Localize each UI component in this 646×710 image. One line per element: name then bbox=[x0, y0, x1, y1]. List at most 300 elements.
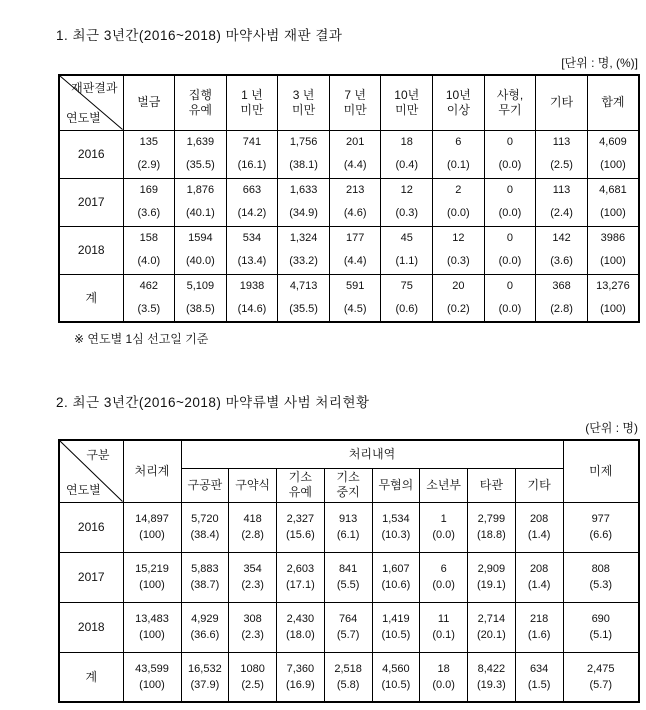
cell-value: 11 bbox=[437, 613, 450, 625]
cell-value: 2,799 bbox=[477, 513, 506, 525]
cell-percent: (0.0) bbox=[498, 255, 522, 267]
data-cell bbox=[381, 130, 433, 178]
cell-value: 4,929 bbox=[191, 613, 219, 625]
table-row bbox=[59, 652, 639, 702]
cell-percent: (1.4) bbox=[527, 529, 551, 541]
cell-value: 135 bbox=[139, 136, 158, 148]
cell-value: 20 bbox=[452, 279, 465, 292]
column-header-total: 처리계 bbox=[123, 440, 181, 502]
cell-percent: (3.5) bbox=[137, 302, 161, 315]
data-cell bbox=[123, 652, 181, 702]
cell-value: 2,430 bbox=[286, 613, 315, 625]
data-cell bbox=[515, 552, 563, 602]
column-header bbox=[181, 468, 229, 502]
cell-percent: (100) bbox=[600, 302, 626, 315]
data-cell bbox=[587, 226, 639, 274]
cell-percent: (100) bbox=[600, 207, 626, 219]
cell-percent: (0.6) bbox=[395, 302, 419, 315]
cell-percent: (100) bbox=[600, 255, 626, 267]
cell-percent: (36.6) bbox=[190, 629, 220, 641]
cell-percent: (40.0) bbox=[186, 255, 215, 267]
cell-percent: (4.6) bbox=[343, 207, 367, 219]
row-label: 계 bbox=[59, 652, 123, 702]
data-cell bbox=[329, 274, 381, 322]
cell-value: 4,609 bbox=[599, 136, 627, 148]
cell-value: 113 bbox=[552, 184, 571, 196]
column-group-header: 처리내역 bbox=[181, 440, 563, 468]
data-cell bbox=[536, 130, 588, 178]
column-header-line: 유예 bbox=[188, 102, 212, 117]
data-cell bbox=[181, 652, 229, 702]
cell-percent: (4.5) bbox=[343, 302, 367, 315]
cell-value: 764 bbox=[338, 613, 358, 625]
t2-corner-cell bbox=[59, 440, 123, 502]
corner-label-top: 구분 bbox=[86, 448, 110, 462]
cell-value: 591 bbox=[345, 279, 365, 292]
cell-percent: (13.4) bbox=[237, 255, 267, 267]
data-cell bbox=[277, 652, 325, 702]
cell-value: 4,681 bbox=[599, 184, 627, 196]
cell-value: 2,475 bbox=[586, 662, 615, 675]
column-header bbox=[226, 75, 278, 130]
cell-value: 663 bbox=[242, 184, 262, 196]
cell-value: 418 bbox=[243, 513, 262, 525]
data-cell bbox=[563, 652, 639, 702]
section1-unit-label: [단위 : 명, (%)] bbox=[561, 56, 638, 70]
data-cell bbox=[381, 178, 433, 226]
data-cell bbox=[468, 552, 516, 602]
cell-percent: (100) bbox=[139, 629, 165, 641]
data-cell bbox=[329, 226, 381, 274]
cell-percent: (18.0) bbox=[286, 629, 315, 641]
column-header bbox=[329, 75, 381, 130]
cell-value: 5,720 bbox=[191, 513, 219, 525]
data-cell bbox=[324, 602, 372, 652]
column-header-line: 구약식 bbox=[235, 477, 271, 492]
cell-value: 1,607 bbox=[382, 563, 410, 575]
cell-percent: (6.1) bbox=[336, 529, 360, 541]
data-cell bbox=[372, 502, 420, 552]
column-header bbox=[515, 468, 563, 502]
data-cell bbox=[181, 502, 229, 552]
data-cell bbox=[278, 226, 330, 274]
data-cell bbox=[563, 602, 639, 652]
cell-percent: (35.5) bbox=[289, 302, 318, 315]
data-cell bbox=[563, 502, 639, 552]
cell-percent: (0.0) bbox=[498, 207, 522, 219]
cell-value: 15,219 bbox=[135, 563, 169, 575]
data-cell bbox=[226, 178, 278, 226]
column-header-line: 기타 bbox=[549, 95, 574, 110]
cell-percent: (0.0) bbox=[498, 302, 522, 315]
column-header bbox=[175, 75, 227, 130]
data-cell bbox=[278, 274, 330, 322]
cell-percent: (2.9) bbox=[137, 159, 161, 171]
cell-value: 1,639 bbox=[186, 136, 215, 148]
cell-value: 690 bbox=[591, 613, 610, 625]
data-cell bbox=[484, 130, 536, 178]
column-header-line: 사형, bbox=[496, 87, 524, 102]
column-header-line: 기타 bbox=[527, 477, 551, 492]
cell-value: 208 bbox=[529, 563, 549, 575]
data-cell bbox=[226, 130, 278, 178]
cell-value: 0 bbox=[506, 232, 514, 244]
cell-percent: (0.0) bbox=[432, 529, 455, 541]
data-cell bbox=[433, 178, 485, 226]
cell-value: 13,483 bbox=[135, 613, 169, 625]
data-cell bbox=[229, 652, 277, 702]
data-cell bbox=[123, 178, 175, 226]
data-cell bbox=[420, 602, 468, 652]
column-header-line: 합계 bbox=[601, 95, 625, 110]
corner-label-top: 재판결과 bbox=[71, 81, 118, 95]
cell-value: 43,599 bbox=[135, 662, 169, 675]
table-row bbox=[59, 274, 639, 322]
data-cell bbox=[229, 552, 277, 602]
cell-percent: (0.0) bbox=[432, 678, 455, 691]
cell-value: 1938 bbox=[239, 279, 265, 292]
column-header-line: 타관 bbox=[479, 477, 503, 492]
footnote: ※ 연도별 1심 선고일 기준 bbox=[74, 332, 209, 346]
cell-value: 12 bbox=[400, 184, 413, 196]
cell-value: 2 bbox=[455, 184, 462, 196]
column-header bbox=[278, 75, 330, 130]
data-cell bbox=[123, 226, 175, 274]
data-cell bbox=[484, 274, 536, 322]
data-cell bbox=[175, 178, 227, 226]
cell-value: 741 bbox=[242, 136, 262, 148]
column-header bbox=[381, 75, 433, 130]
cell-percent: (0.3) bbox=[395, 207, 419, 219]
cell-value: 1,876 bbox=[186, 184, 215, 196]
data-cell bbox=[324, 652, 372, 702]
data-cell bbox=[329, 178, 381, 226]
cell-percent: (0.0) bbox=[447, 207, 470, 219]
cell-value: 5,109 bbox=[186, 279, 215, 292]
row-label: 2017 bbox=[59, 552, 123, 602]
column-header-line: 7 년 bbox=[344, 87, 366, 102]
data-cell bbox=[277, 602, 325, 652]
cell-value: 16,532 bbox=[188, 662, 222, 675]
cell-percent: (5.5) bbox=[336, 579, 360, 591]
data-cell bbox=[536, 274, 588, 322]
data-cell bbox=[324, 502, 372, 552]
column-header-line: 소년부 bbox=[426, 477, 462, 492]
cell-percent: (1.4) bbox=[527, 579, 551, 591]
data-cell bbox=[181, 602, 229, 652]
cell-value: 7,360 bbox=[286, 662, 315, 675]
data-cell bbox=[175, 130, 227, 178]
cell-value: 13,276 bbox=[596, 279, 630, 292]
cell-percent: (4.4) bbox=[343, 255, 367, 267]
row-label: 2016 bbox=[59, 502, 123, 552]
cell-value: 2,714 bbox=[477, 613, 506, 625]
cell-value: 208 bbox=[529, 513, 549, 525]
column-header-line: 기소 bbox=[288, 470, 312, 484]
cell-percent: (10.3) bbox=[381, 529, 411, 541]
cell-percent: (2.3) bbox=[241, 579, 264, 591]
cell-percent: (6.6) bbox=[589, 529, 613, 541]
cell-value: 18 bbox=[400, 136, 413, 148]
data-cell bbox=[433, 226, 485, 274]
data-cell bbox=[123, 502, 181, 552]
data-cell bbox=[515, 652, 563, 702]
table-row bbox=[59, 226, 639, 274]
cell-value: 169 bbox=[139, 184, 158, 196]
cell-value: 1594 bbox=[188, 232, 213, 244]
cell-percent: (5.3) bbox=[589, 579, 613, 591]
cell-value: 4,560 bbox=[382, 662, 410, 675]
cell-value: 113 bbox=[552, 136, 571, 148]
data-cell bbox=[123, 274, 175, 322]
data-cell bbox=[278, 130, 330, 178]
cell-percent: (3.6) bbox=[550, 255, 573, 267]
data-cell bbox=[324, 552, 372, 602]
data-cell bbox=[433, 274, 485, 322]
cell-percent: (16.1) bbox=[237, 159, 267, 171]
t1-header-row bbox=[59, 75, 639, 130]
data-cell bbox=[420, 652, 468, 702]
column-header bbox=[372, 468, 420, 502]
cell-value: 1,756 bbox=[289, 136, 318, 148]
t2-group-header-row bbox=[59, 440, 639, 468]
cell-percent: (0.4) bbox=[395, 159, 419, 171]
column-header bbox=[536, 75, 588, 130]
data-cell bbox=[468, 502, 516, 552]
data-cell bbox=[468, 652, 516, 702]
cell-value: 4,713 bbox=[289, 279, 318, 292]
cell-percent: (10.5) bbox=[381, 678, 411, 691]
cell-percent: (20.1) bbox=[477, 629, 506, 641]
row-label: 2018 bbox=[59, 602, 123, 652]
cell-percent: (14.6) bbox=[237, 302, 267, 315]
cell-percent: (18.8) bbox=[477, 529, 506, 541]
column-header-pending: 미제 bbox=[563, 440, 639, 502]
cell-percent: (2.8) bbox=[550, 302, 573, 315]
data-cell bbox=[181, 552, 229, 602]
cell-percent: (100) bbox=[139, 678, 165, 691]
data-cell bbox=[175, 226, 227, 274]
cell-percent: (100) bbox=[139, 529, 165, 541]
cell-value: 75 bbox=[400, 279, 413, 292]
data-cell bbox=[277, 502, 325, 552]
column-header-line: 이상 bbox=[446, 102, 470, 117]
cell-value: 841 bbox=[338, 563, 358, 575]
data-cell bbox=[277, 552, 325, 602]
cell-percent: (100) bbox=[139, 579, 165, 591]
cell-percent: (0.0) bbox=[432, 579, 455, 591]
data-cell bbox=[372, 552, 420, 602]
column-header bbox=[420, 468, 468, 502]
data-cell bbox=[329, 130, 381, 178]
column-header-line: 무기 bbox=[498, 102, 522, 117]
cell-value: 6 bbox=[455, 136, 462, 148]
cell-percent: (1.5) bbox=[527, 678, 551, 691]
t1-corner-cell bbox=[59, 75, 123, 130]
cell-percent: (5.7) bbox=[589, 678, 613, 691]
column-header-line: 3 년 bbox=[292, 87, 315, 102]
cell-value: 45 bbox=[400, 232, 413, 244]
cell-percent: (38.5) bbox=[186, 302, 215, 315]
cell-value: 0 bbox=[506, 279, 514, 292]
cell-percent: (2.5) bbox=[550, 159, 573, 171]
cell-percent: (38.1) bbox=[289, 159, 318, 171]
cell-percent: (4.4) bbox=[343, 159, 367, 171]
cell-percent: (5.1) bbox=[589, 629, 613, 641]
cell-value: 1,534 bbox=[382, 513, 410, 525]
table-row bbox=[59, 178, 639, 226]
data-cell bbox=[229, 502, 277, 552]
data-cell bbox=[587, 178, 639, 226]
cell-percent: (0.1) bbox=[447, 159, 470, 171]
cell-value: 218 bbox=[529, 613, 549, 625]
t2-body bbox=[59, 502, 639, 702]
cell-percent: (3.6) bbox=[137, 207, 161, 219]
column-header-line: 미만 bbox=[240, 102, 264, 117]
data-cell bbox=[484, 178, 536, 226]
cell-value: 462 bbox=[139, 279, 158, 292]
data-cell bbox=[587, 130, 639, 178]
section1-title: 1. 최근 3년간(2016~2018) 마약사범 재판 결과 bbox=[56, 28, 343, 43]
data-cell bbox=[563, 552, 639, 602]
cell-value: 14,897 bbox=[135, 513, 169, 525]
data-cell bbox=[420, 552, 468, 602]
cell-value: 308 bbox=[243, 613, 262, 625]
data-cell bbox=[229, 602, 277, 652]
cell-value: 1,419 bbox=[382, 613, 410, 625]
column-header bbox=[324, 468, 372, 502]
data-cell bbox=[420, 502, 468, 552]
cell-percent: (1.1) bbox=[395, 255, 419, 267]
cell-value: 177 bbox=[345, 232, 365, 244]
trial-results-table bbox=[58, 74, 640, 323]
cell-value: 808 bbox=[591, 563, 610, 575]
table-row bbox=[59, 502, 639, 552]
cell-value: 2,327 bbox=[286, 513, 315, 525]
cell-percent: (33.2) bbox=[289, 255, 318, 267]
data-cell bbox=[484, 226, 536, 274]
cell-percent: (40.1) bbox=[186, 207, 215, 219]
cell-percent: (0.2) bbox=[447, 302, 470, 315]
cell-percent: (16.9) bbox=[286, 678, 315, 691]
column-header bbox=[484, 75, 536, 130]
cell-value: 1 bbox=[440, 513, 447, 525]
data-cell bbox=[123, 552, 181, 602]
column-header bbox=[123, 75, 175, 130]
column-header bbox=[277, 468, 325, 502]
cell-value: 8,422 bbox=[477, 662, 506, 675]
data-cell bbox=[468, 602, 516, 652]
column-header bbox=[468, 468, 516, 502]
cell-value: 213 bbox=[345, 184, 365, 196]
column-header bbox=[587, 75, 639, 130]
row-label: 2016 bbox=[59, 130, 123, 178]
column-header-line: 기소 bbox=[336, 470, 360, 484]
data-cell bbox=[372, 602, 420, 652]
column-header-line: 중지 bbox=[336, 485, 360, 499]
cell-percent: (2.3) bbox=[241, 629, 264, 641]
cell-value: 2,518 bbox=[334, 662, 362, 675]
cell-percent: (34.9) bbox=[289, 207, 318, 219]
column-header-line: 10년 bbox=[445, 87, 471, 102]
cell-percent: (38.4) bbox=[190, 529, 220, 541]
cell-percent: (2.8) bbox=[241, 529, 264, 541]
cell-value: 201 bbox=[345, 136, 365, 148]
column-header-line: 벌금 bbox=[137, 95, 161, 110]
cell-percent: (5.8) bbox=[336, 678, 360, 691]
data-cell bbox=[587, 274, 639, 322]
data-cell bbox=[381, 274, 433, 322]
column-header-line: 10년 bbox=[394, 87, 420, 102]
data-cell bbox=[123, 602, 181, 652]
corner-label-bottom: 연도별 bbox=[66, 110, 101, 125]
cell-value: 354 bbox=[243, 563, 262, 575]
cell-value: 6 bbox=[440, 563, 447, 575]
column-header-line: 미만 bbox=[395, 102, 419, 117]
column-header-line: 구공판 bbox=[187, 477, 223, 492]
section2-title: 2. 최근 3년간(2016~2018) 마약류별 사범 처리현황 bbox=[56, 395, 370, 410]
cell-value: 368 bbox=[552, 279, 571, 292]
cell-value: 1,324 bbox=[289, 232, 318, 244]
cell-percent: (2.4) bbox=[550, 207, 573, 219]
column-header bbox=[433, 75, 485, 130]
cell-percent: (5.7) bbox=[336, 629, 360, 641]
cell-percent: (4.0) bbox=[137, 255, 161, 267]
cell-value: 977 bbox=[591, 513, 610, 525]
data-cell bbox=[536, 178, 588, 226]
cell-percent: (2.5) bbox=[241, 678, 264, 691]
table-row bbox=[59, 602, 639, 652]
column-header-line: 미만 bbox=[291, 102, 316, 117]
table-row bbox=[59, 552, 639, 602]
cell-percent: (17.1) bbox=[286, 579, 315, 591]
cell-percent: (15.6) bbox=[286, 529, 315, 541]
data-cell bbox=[372, 652, 420, 702]
section2-unit-label: (단위 : 명) bbox=[585, 421, 638, 435]
cell-percent: (100) bbox=[600, 159, 626, 171]
cell-value: 1080 bbox=[240, 662, 265, 675]
cell-value: 0 bbox=[506, 184, 514, 196]
cell-percent: (37.9) bbox=[190, 678, 220, 691]
column-header-line: 집행 bbox=[188, 87, 212, 102]
data-cell bbox=[226, 274, 278, 322]
data-cell bbox=[175, 274, 227, 322]
row-label: 2018 bbox=[59, 226, 123, 274]
cell-value: 142 bbox=[552, 232, 571, 244]
data-cell bbox=[433, 130, 485, 178]
cell-value: 3986 bbox=[600, 232, 626, 244]
data-cell bbox=[278, 178, 330, 226]
cell-percent: (0.3) bbox=[447, 255, 470, 267]
cell-percent: (0.0) bbox=[498, 159, 522, 171]
document-page bbox=[58, 0, 640, 703]
cell-percent: (0.1) bbox=[432, 629, 455, 641]
row-label: 2017 bbox=[59, 178, 123, 226]
corner-label-bottom: 연도별 bbox=[66, 482, 101, 497]
data-cell bbox=[515, 502, 563, 552]
cell-percent: (19.1) bbox=[477, 579, 506, 591]
cell-value: 913 bbox=[338, 513, 358, 525]
column-header bbox=[229, 468, 277, 502]
processing-status-table bbox=[58, 439, 640, 703]
cell-value: 2,909 bbox=[477, 563, 506, 575]
data-cell bbox=[515, 602, 563, 652]
row-label: 계 bbox=[59, 274, 123, 322]
table-row bbox=[59, 130, 639, 178]
data-cell bbox=[381, 226, 433, 274]
column-header-line: 1 년 bbox=[241, 87, 263, 102]
column-header-line: 미만 bbox=[343, 102, 367, 117]
